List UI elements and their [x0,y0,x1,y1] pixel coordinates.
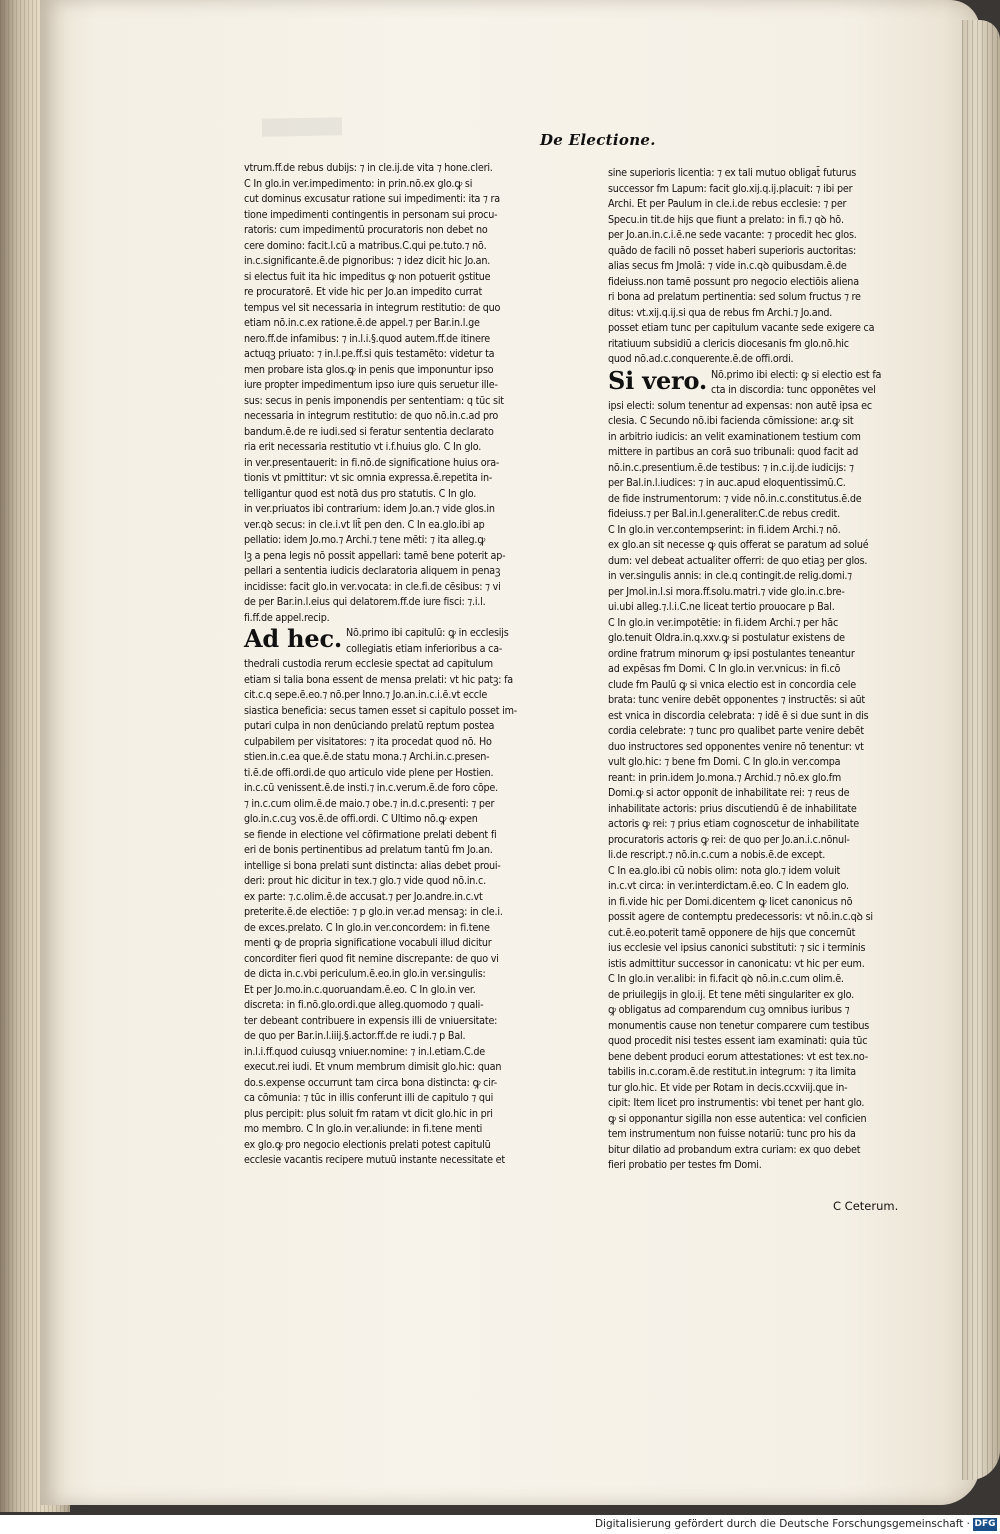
text-line: ri bona ad prelatum pertinentia: sed solum fructus ⁊ re [608,290,861,303]
text-line: fideiuss.non tamē possunt pro negocio electiōis aliena [608,274,859,288]
si-vero-line: duo instructores sed opponentes venire nō tenentur: vt [608,739,864,753]
si-vero-line: procuratoris actoris ꝙ rei: de quo per Jo.an.i.c.nōnul- [608,832,850,846]
dfg-logo: DFG [974,1519,996,1529]
si-vero-line: ꝙ si opponantur sigilla non esse autentica: vel conficien [608,1111,867,1125]
si-vero-line: glo.tenuit Oldra.in.q.xxv.ꝙ si postulatur existens de [608,631,845,644]
text-line: nero.ff.de infamibus: ⁊ in.l.i.§.quod autem.ff.de itinere [244,331,490,345]
text-line: posset etiam tunc per capitulum vacante sede exigere ca [608,321,875,334]
si-vero-line: bitur dilatio ad probandum extra curiam: ex quo debet [608,1142,861,1156]
text-line: lꝫ a pena legis nō possit appellari: tamē bene poterit ap- [244,548,506,562]
text-line: in ver.presentauerit: in fi.nō.de significatione huius ora- [244,455,500,469]
ad-hec-line: discreta: in fi.nō.glo.ordi.que alleg.quomodo ⁊ quali- [244,998,484,1011]
ad-hec-section [244,625,550,1168]
si-vero-line: Nō.primo ibi electi: ꝙ si electio est fa [711,367,882,381]
ad-hec-line: ex glo.ꝙ pro negocio electionis prelati potest capitulū [244,1137,491,1151]
si-vero-line: fieri probatio per testes fm Domi. [608,1158,762,1171]
ad-hec-line: menti ꝙ de propria significatione vocabuli illud dicitur [244,936,492,949]
si-vero-line: de fide instrumentorum: ⁊ vide nō.in.c.constitutus.ē.de [608,491,862,505]
ad-hec-line: ecclesie vacantis recipere mutuū instante necessitate et [244,1153,505,1166]
text-line: actuqꝫ priuato: ⁊ in.l.pe.ff.si quis testamēto: videtur ta [244,347,495,360]
ad-hec-line: plus percipit: plus soluit fm ratam vt dicit glo.hic in pri [244,1106,493,1120]
si-vero-line: vult glo.hic: ⁊ bene fm Domi. C In glo.in ver.compa [608,755,841,768]
si-vero-line: monumentis cause non tenetur comparere cum testibus [608,1018,870,1032]
si-vero-line: C In glo.in ver.contempserint: in fi.idem Archi.⁊ nō. [608,522,841,536]
ad-hec-line: do.s.expense occurrunt tam circa bona distincta: ꝙ cir- [244,1075,498,1089]
text-line: tempus vel sit necessaria in integrum restitutio: de quo [244,300,501,314]
si-vero-line: cipit: Item licet pro instrumentis: vbi tenet per hant glo. [608,1096,865,1109]
si-vero-line: ipsi electi: solum tenentur ad expensas: non autē ipsa ec [608,398,872,412]
ad-hec-line: in.l.i.ff.quod cuiusqꝫ vniuer.nomine: ⁊ in.l.etiam.C.de [244,1044,485,1058]
si-vero-line: nō.in.c.presentium.ē.de testibus: ⁊ in.c.ij.de iudicijs: ⁊ [608,460,854,474]
si-vero-line: bene debent produci eorum attestationes: vt est tex.no- [608,1049,869,1063]
text-line: men probare ista glos.ꝙ in penis que imponuntur ipso [244,362,494,376]
si-vero-line: de priuilegijs in glo.ij. Et tene mēti singulariter ex glo. [608,987,854,1001]
si-vero-line: Domi.ꝙ si actor opponit de inhabilitate rei: ⁊ reus de [608,786,850,799]
text-line: tione impedimenti contingentis in personam sui procu- [244,207,498,221]
si-vero-line: in.c.vt circa: in ver.interdictam.ē.eo. C In eadem glo. [608,879,849,892]
si-vero-line: tur glo.hic. Et vide per Rotam in decis.ccxviij.que in- [608,1080,848,1094]
ad-hec-line: cit.c.q sepe.ē.eo.⁊ nō.per Inno.⁊ Jo.an.in.c.i.ē.vt eccle [244,688,488,701]
si-vero-line: in ver.singulis annis: in cle.q contingit.de relig.domi.⁊ [608,569,852,582]
ad-hec-line: glo.in.c.cuꝫ vos.ē.de offi.ordi. C Ultimo nō.ꝙ expen [244,812,478,825]
text-line: quādo de facili nō posset haberi superioris auctoritas: [608,243,857,257]
si-vero-line: fideiuss.⁊ per Bal.in.l.generaliter.C.de rebus credit. [608,507,840,520]
footer-credit: Digitalisierung gefördert durch die Deutsche Forschungsgemeinschaft · [594,1518,970,1530]
text-line: de per Bar.in.l.eius qui delatorem.ff.de iure fisci: ⁊.i.l. [244,595,486,608]
text-line: pellari a sententia iudicis declaratoria aliquem in penaꝫ [244,564,501,577]
ad-hec-line: in.c.cū venissent.ē.de insti.⁊ in.c.verum.ē.de foro cōpe. [244,781,499,794]
ad-hec-line: culpabilem per visitatores: ⁊ ita procedat quod nō. Ho [244,734,492,748]
si-vero-initial: Si vero. [608,365,708,395]
text-line: alias secus fm Jmolā: ⁊ vide in.c.qꝺ quibusdam.ē.de [608,259,847,272]
ad-hec-line: etiam si talia bona essent de mensa prelati: vt hic patꝫ: fa [244,672,514,686]
ad-hec-line: ex parte: ⁊.c.olim.ē.de accusat.⁊ per Jo.andre.in.c.vt [244,889,483,903]
si-vero-line: est vnica in discordia celebrata: ⁊ idē ē si due sunt in dis [608,708,869,722]
text-line: ditus: vt.xij.q.ij.si qua de rebus fm Archi.⁊ Jo.and. [608,305,833,319]
si-vero-line: clude fm Paulū ꝙ si vnica electio est in concordia cele [608,677,856,691]
si-vero-line: ordine fratrum minorum ꝙ ipsi postulantes teneantur [608,646,855,660]
si-vero-line: cordia celebrate: ⁊ tunc pro qualibet parte venire debēt [608,724,864,737]
text-line: sus: secus in penis imponendis per sententiam: q tūc sit [244,393,504,407]
text-line: iure propter impedimentum ipso iure quis seruetur ille- [244,378,498,391]
right-page-edges [962,20,1000,1480]
si-vero-line: tem instrumentum non fuisse notariū: tunc pro his da [608,1127,856,1140]
text-line: re procuratorē. Et vide hic per Jo.an impedito currat [244,285,483,298]
left-column [244,160,550,1168]
si-vero-line: in arbitrio iudicis: an velit examinationem testium com [608,429,861,443]
ad-hec-line: execut.rei iudi. Et vnum membrum dimisit glo.hic: quan [244,1060,502,1073]
ad-hec-line: se fiende in electione vel cōfirmatione prelati debent fi [244,827,497,841]
si-vero-line: actoris ꝙ rei: ⁊ prius etiam cognoscetur de inhabilitate [608,817,860,830]
text-line: cere domino: facit.l.cū a matribus.C.qui pe.tuto.⁊ nō. [244,238,487,252]
text-line: successor fm Lapum: facit glo.xij.q.ij.placuit: ⁊ ibi per [608,181,853,195]
text-line: ritatiuum subsidiū a clericis diocesanis fm glo.nō.hic [608,336,849,350]
text-line: ria erit necessaria restitutio vt i.f.huius glo. C In glo. [244,440,482,453]
text-line: sine superioris licentia: ⁊ ex tali mutuo obligat̄ futurus [608,166,857,179]
text-line: cut dominus excusatur ratione sui impedimenti: ita ⁊ ra [244,192,500,205]
si-vero-line: ius ecclesie vel ipsius canonici substituti: ⁊ sic i terminis [608,941,866,954]
ad-hec-line: eri de bonis pertinentibus ad prelatum tantū fm Jo.an. [244,843,493,856]
text-line: fi.ff.de appel.recip. [244,610,330,624]
si-vero-line: per Bal.in.l.iudices: ⁊ in auc.apud eloquentissimū.C. [608,476,846,489]
ad-hec-line: preterite.ē.de electiōe: ⁊ p glo.in ver.ad mensaꝫ: in cle.i. [244,905,503,918]
si-vero-line: istis admittitur successor in canonicatu: vt hic per eum. [608,956,865,970]
text-line: necessaria in integrum restitutio: de quo nō.in.c.ad pro [244,409,499,422]
text-line: vtrum.ff.de rebus dubijs: ⁊ in cle.ij.de vita ⁊ hone.cleri. [244,161,493,174]
running-head: De Electione. [540,131,656,149]
text-line: in.c.significante.ē.de pignoribus: ⁊ idez dicit hic Jo.an. [244,254,491,267]
si-vero-line: C In glo.in ver.alibi: in fi.facit qꝺ nō.in.c.cum olim.ē. [608,972,844,985]
si-vero-line: C In glo.in ver.impotētie: in fi.idem Archi.⁊ per hāc [608,615,839,629]
si-vero-line: ꝙ obligatus ad comparendum cuꝫ omnibus iuribus ⁊ [608,1003,850,1016]
ad-hec-line: thedrali custodia rerum ecclesie spectat ad capitulum [244,657,493,670]
si-vero-line: possit agere de contemptu predecessoris: vt nō.in.c.qꝺ si [608,910,873,923]
ad-hec-line: ter debeant contribuere in expensis illi de vniuersitate: [244,1013,498,1027]
si-vero-line: ex glo.an sit necesse ꝙ quis offerat se paratum ad solué [608,538,869,551]
text-line: incidisse: facit glo.in ver.vocata: in cle.fi.de cēsibus: ⁊ vi [244,579,501,593]
text-line: quod nō.ad.c.conquerente.ē.de offi.ordi. [608,352,794,365]
text-line: C In glo.in ver.impedimento: in prin.nō.ex glo.ꝙ si [244,176,473,190]
si-vero-line: inhabilitate actoris: prius discutiendū ē de inhabilitate [608,801,857,815]
text-line: pellatio: idem Jo.mo.⁊ Archi.⁊ tene mēti: ⁊ ita alleg.ꝙ [244,533,486,546]
si-vero-line: mittere in partibus an corā suo tribunali: quod facit ad [608,445,859,458]
text-line: Specu.in tit.de hijs que fiunt a prelato: in fi.⁊ qꝺ hō. [608,212,844,226]
si-vero-line: in fi.vide hic per Domi.dicentem ꝙ licet canonicus nō [608,894,853,908]
ad-hec-line: deri: prout hic dicitur in tex.⁊ glo.⁊ vide quod nō.in.c. [244,874,486,887]
text-line: etiam nō.in.c.ex ratione.ē.de appel.⁊ per Bar.in.l.ge [244,316,480,329]
ad-hec-line: ca cōmunia: ⁊ tūc in illis conferunt illi de capitulo ⁊ qui [244,1091,494,1104]
text-line: Archi. Et per Paulum in cle.i.de rebus ecclesie: ⁊ per [608,197,847,210]
text-line: ver.qꝺ secus: in cle.i.vt lit̄ pen den. C In ea.glo.ibi ap [244,517,485,531]
text-line: per Jo.an.in.c.i.ē.ne sede vacante: ⁊ procedit hec glos. [608,228,857,241]
show-through-heading [262,117,342,136]
si-vero-line: C In ea.glo.ibi cū nobis olim: nota glo.⁊ idem voluit [608,863,841,877]
right-column [608,165,918,1173]
si-vero-line: tabilis in.c.coram.ē.de restitut.in integrum: ⁊ ita limita [608,1065,856,1078]
si-vero-line: per Jmol.in.l.si mora.ff.solu.matri.⁊ vide glo.in.c.bre- [608,584,845,598]
si-vero-line: brata: tunc venire debēt opponentes ⁊ instructēs: si aūt [608,693,865,706]
si-vero-line: ad expēsas fm Domi. C In glo.in ver.vnicus: in fi.cō [608,662,841,675]
ad-hec-line: ti.ē.de offi.ordi.de quo articulo vide plene per Hostien. [244,765,494,779]
ad-hec-line: Nō.primo ibi capitulū: ꝙ in ecclesijs [346,626,509,639]
si-vero-line: li.de rescript.⁊ nō.in.c.cum a nobis.ē.de except. [608,848,826,861]
si-vero-section [608,367,918,1173]
ad-hec-line: ⁊ in.c.cum olim.ē.de maio.⁊ obe.⁊ in.d.c.presenti: ⁊ per [244,796,495,810]
si-vero-line: reant: in prin.idem Jo.mona.⁊ Archid.⁊ nō.ex glo.fm [608,770,842,784]
ad-hec-line: putari culpa in non denūciando prelatū reptum postea [244,719,495,732]
si-vero-line: dum: vel debeat actualiter offerri: de quo etiaꝫ per glos. [608,553,868,567]
text-line: bandum.ē.de re iudi.sed si feratur sententia declarato [244,424,494,438]
ad-hec-line: de quo per Bar.in.l.iiij.§.actor.ff.de re iudi.⁊ p Bal. [244,1029,466,1042]
catchword: C Ceterum. [833,1199,899,1213]
ad-hec-line: intellige si bona prelati sunt distincta: alias debet proui- [244,858,501,872]
si-vero-line: clesia. C Secundo nō.ibi facienda cōmissione: ar.ꝙ sit [608,414,854,427]
ad-hec-line: Et per Jo.mo.in.c.quoruandam.ē.eo. C In glo.in ver. [244,982,476,996]
text-line: si electus fuit ita hic impeditus ꝙ non potuerit ꝯstitue [244,269,491,283]
ad-hec-initial: Ad hec. [244,624,343,653]
text-line: ratoris: cum impedimentū procuratoris non debet no [244,223,488,236]
si-vero-line: cta in discordia: tunc opponētes vel [711,383,876,396]
text-line: tionis vt pmittitur: vt sic omnia expressa.ē.repetita in- [244,471,493,484]
si-vero-line: cut.ē.eo.poterit tamē opponere de hijs que concernūt [608,925,856,939]
ad-hec-line: concorditer fieri quod fit nemine discrepante: de quo vi [244,951,499,965]
si-vero-line: quod procedit nisi testes essent iam examinati: quia tūc [608,1034,868,1047]
text-line: telligantur quod est notā dus pro statutis. C In glo. [244,486,477,500]
text-line: in ver.priuatos ibi contrarium: idem Jo.an.⁊ vide glos.in [244,502,495,515]
ad-hec-line: de dicta in.c.vbi periculum.ē.eo.in glo.in ver.singulis: [244,967,486,980]
si-vero-line: ui.ubi alleg.⁊.l.i.C.ne liceat tertio prouocare p Bal. [608,600,835,613]
ad-hec-line: siastica beneficia: secus tamen esset si capitulo posset im- [244,703,518,717]
ad-hec-line: mo membro. C In glo.in ver.aliunde: in fi.tene menti [244,1122,483,1135]
ad-hec-line: stien.in.c.ea que.ē.de statu mona.⁊ Archi.in.c.presen- [244,750,490,763]
ad-hec-line: collegiatis etiam inferioribus a ca- [346,641,503,655]
ad-hec-line: de exces.prelato. C In glo.in ver.concordem: in fi.tene [244,920,490,934]
